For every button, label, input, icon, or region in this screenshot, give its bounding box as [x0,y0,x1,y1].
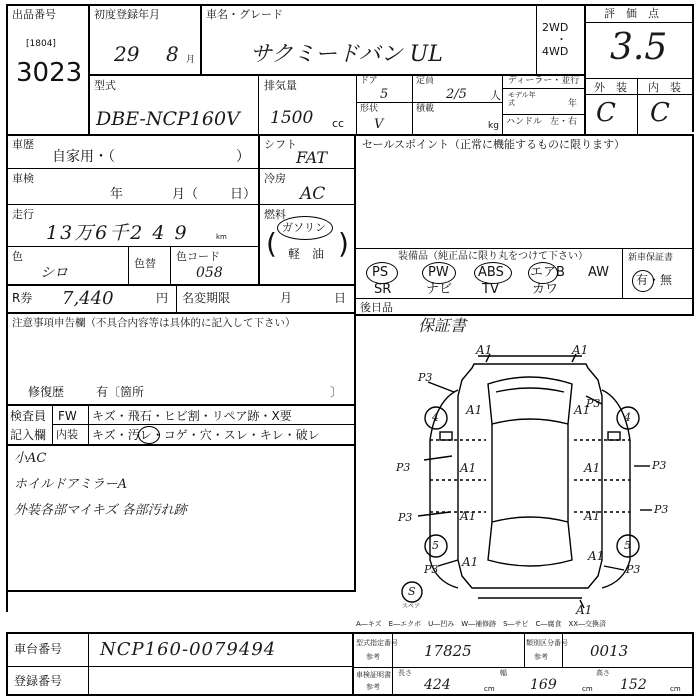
mark-p3-front-right: P3 [586,397,601,410]
interior-label: 内 装 [648,81,681,94]
color-code-value: 058 [196,265,223,281]
class-label: 類別区分番号 [526,639,568,647]
warranty-value: 有・無 [636,273,673,287]
usage-label: 車歴 [12,138,34,151]
bracket-right: ) [338,227,349,260]
model-year-label: モデル年式 [508,91,536,107]
fw-label: FW [58,409,77,423]
height-value: 152 [620,677,647,693]
cert-label: 車検証明書 [356,671,391,679]
equip-pw: PW [428,265,449,280]
mark-a1-quarter-right: A1 [588,549,605,563]
exterior-grade: C [596,98,616,128]
equip-leather: カワ [532,282,559,297]
handle-value: 左・右 [550,117,578,127]
mark-tire-rl: 5 [432,539,439,552]
inspection-day: 日） [230,187,257,202]
lot-bracket: [1804] [26,39,56,49]
equip-navi: ナビ [426,282,453,297]
after-value: 保証書 [418,316,467,335]
registration-label: 登録番号 [14,674,63,688]
fuel-label: 燃料 [264,208,286,221]
spare-label: スペア [402,603,421,610]
name-change-label: 名変期限 [182,291,231,305]
capacity-label: 定員 [416,76,435,86]
first-reg-label: 初度登録年月 [94,8,160,21]
mark-p3-rear-door-left: P3 [398,511,413,524]
name-grade-value: サクミードバン UL [250,42,443,67]
damage-legend: A―キズ E―エクボ U―凹み W―補修跡 S―サビ C―腐食 XX―交換済 [356,620,607,628]
type-cert-sub: 参考 [366,653,380,661]
kg-unit: kg [488,121,499,131]
equipment-title: 装備品（純正品に限り丸をつけて下さい） [398,251,588,262]
displacement-value: 1500 [270,108,314,128]
first-reg-month: 8 [166,42,179,66]
repair-label: 修復歴 [28,385,65,399]
mark-a1-rear-door-left: A1 [460,509,477,523]
mark-a1-rear: A1 [576,603,593,617]
fuel-diesel: 軽 油 [288,247,325,261]
handle-label: ハンドル [506,117,543,127]
fw-items: キズ・飛石・ヒビ割・リペア跡・X要 [92,409,292,423]
mark-a1-fender-right: A1 [574,403,591,417]
exterior-label: 外 装 [594,81,627,94]
equip-sr: SR [374,282,392,297]
cert-sub: 参考 [366,683,380,691]
mark-a1-door-right: A1 [584,461,601,475]
load-label: 積載 [416,104,435,114]
chassis-value: NCP160-0079494 [100,639,277,660]
length-label: 長さ [398,669,412,677]
recycle-value: 7,440 [62,288,114,309]
displacement-label: 排気量 [264,79,297,92]
mark-tire-rr: 5 [624,539,631,552]
height-label: 高さ [596,669,610,677]
after-label: 後日品 [360,301,393,314]
shift-label: シフト [264,138,297,151]
capacity-value: 2/5 [446,87,467,102]
interior-grade: C [650,98,670,128]
color-label: 色 [12,250,23,263]
mark-spare: S [408,585,416,598]
recycle-label: R券 [12,291,33,305]
mark-tire-fr: 4 [624,411,631,424]
width-value: 169 [530,677,557,693]
mark-p3-door-left: P3 [396,461,411,474]
usage-close: ） [236,149,250,165]
equip-aw: AW [588,265,610,280]
color-code-label: 色コード [176,250,220,263]
mark-p3-rear-right: P3 [626,563,641,576]
equip-ps: PS [372,265,389,280]
note-line-1: 小AC [14,451,47,466]
width-label: 幅 [500,669,507,677]
length-unit: cm [484,685,495,693]
equip-abs: ABS [478,265,504,280]
mark-a1-quarter-left: A1 [462,555,479,569]
first-reg-year: 29 [114,42,140,66]
shift-value: FAT [296,148,328,167]
mileage-label: 走行 [12,208,34,221]
mileage-value: 13万6千2 4 9 [46,222,189,244]
doors-label: ドア [360,76,378,86]
inspection-year: 年 [110,187,124,202]
drive-2wd: 2WD [542,21,569,34]
mark-p3-door-right: P3 [652,459,667,472]
repair-value: 有〔箇所 [96,385,145,399]
score-label: 評 価 点 [604,7,659,20]
shape-label: 形状 [360,104,379,114]
model-value: DBE-NCP160V [96,108,240,130]
mark-a1-fender-left: A1 [466,403,483,417]
notes-title: 注意事項申告欄（不具合内容等は具体的に記入して下さい） [12,317,296,329]
cc-unit: cc [332,117,345,130]
model-label: 型式 [94,79,116,92]
score-value: 3.5 [610,27,668,68]
equip-airbag: エアB [530,265,565,280]
note-line-3: 外装各部マイキズ 各部汚れ跡 [14,503,187,518]
inspection-label: 車検 [12,172,34,185]
aircon-label: 冷房 [264,172,286,185]
mark-tire-fl: 4 [432,411,439,424]
doors-value: 5 [380,87,389,102]
name-change-month: 月 [280,291,293,305]
name-change-day: 日 [334,291,347,305]
mark-p3-front-left: P3 [418,371,433,384]
length-value: 424 [424,677,451,693]
inspection-month: 月（ [172,187,199,202]
interior-check-items: キズ・汚レ・コゲ・穴・スレ・キレ・破レ [92,428,320,442]
type-cert-label: 型式指定番号 [356,639,398,647]
yen-unit: 円 [156,291,169,305]
mark-p3-rear-door-right: P3 [654,503,669,516]
usage-value: 自家用・（ [52,149,115,165]
shape-value: V [374,117,384,132]
mark-a1-front-left: A1 [476,343,493,357]
month-unit: 月 [186,55,196,65]
width-unit: cm [582,685,593,693]
warranty-label: 新車保証書 [628,253,674,263]
sales-label: セールスポイント（正常に機能するものに限ります） [362,138,626,151]
color-change-label: 色替 [134,257,156,270]
bracket-left: ( [266,227,277,260]
lot-label: 出品番号 [12,8,56,21]
mark-p3-rear-left: P3 [424,563,439,576]
inspector-title-1: 検査員 [10,409,47,423]
drive-4wd: 4WD [542,45,569,58]
year-unit: 年 [568,99,578,109]
inspector-title-2: 記入欄 [10,428,47,442]
interior-check-label: 内装 [56,428,78,441]
aircon-value: AC [300,184,326,204]
mark-a1-door-left: A1 [460,461,477,475]
color-value: シロ [40,265,68,281]
mark-a1-rear-door-right: A1 [584,509,601,523]
km-unit: km [216,233,227,241]
type-cert-value: 17825 [424,642,472,660]
drive-dot: ・ [556,33,567,46]
person-unit: 人 [490,89,501,102]
class-sub: 参考 [534,653,548,661]
equip-tv: TV [482,282,499,297]
name-grade-label: 車名・グレード [206,8,283,21]
mark-a1-front-right: A1 [572,343,589,357]
height-unit: cm [670,685,681,693]
class-value: 0013 [590,642,629,660]
note-line-2: ホイルドアミラーA [14,477,127,492]
lot-number: 3023 [16,58,83,88]
dealer-label: ディーラー・並行 [508,76,580,86]
fuel-gas: ガソリン [282,221,326,234]
repair-close: 〕 [330,385,343,399]
chassis-label: 車台番号 [14,642,63,656]
